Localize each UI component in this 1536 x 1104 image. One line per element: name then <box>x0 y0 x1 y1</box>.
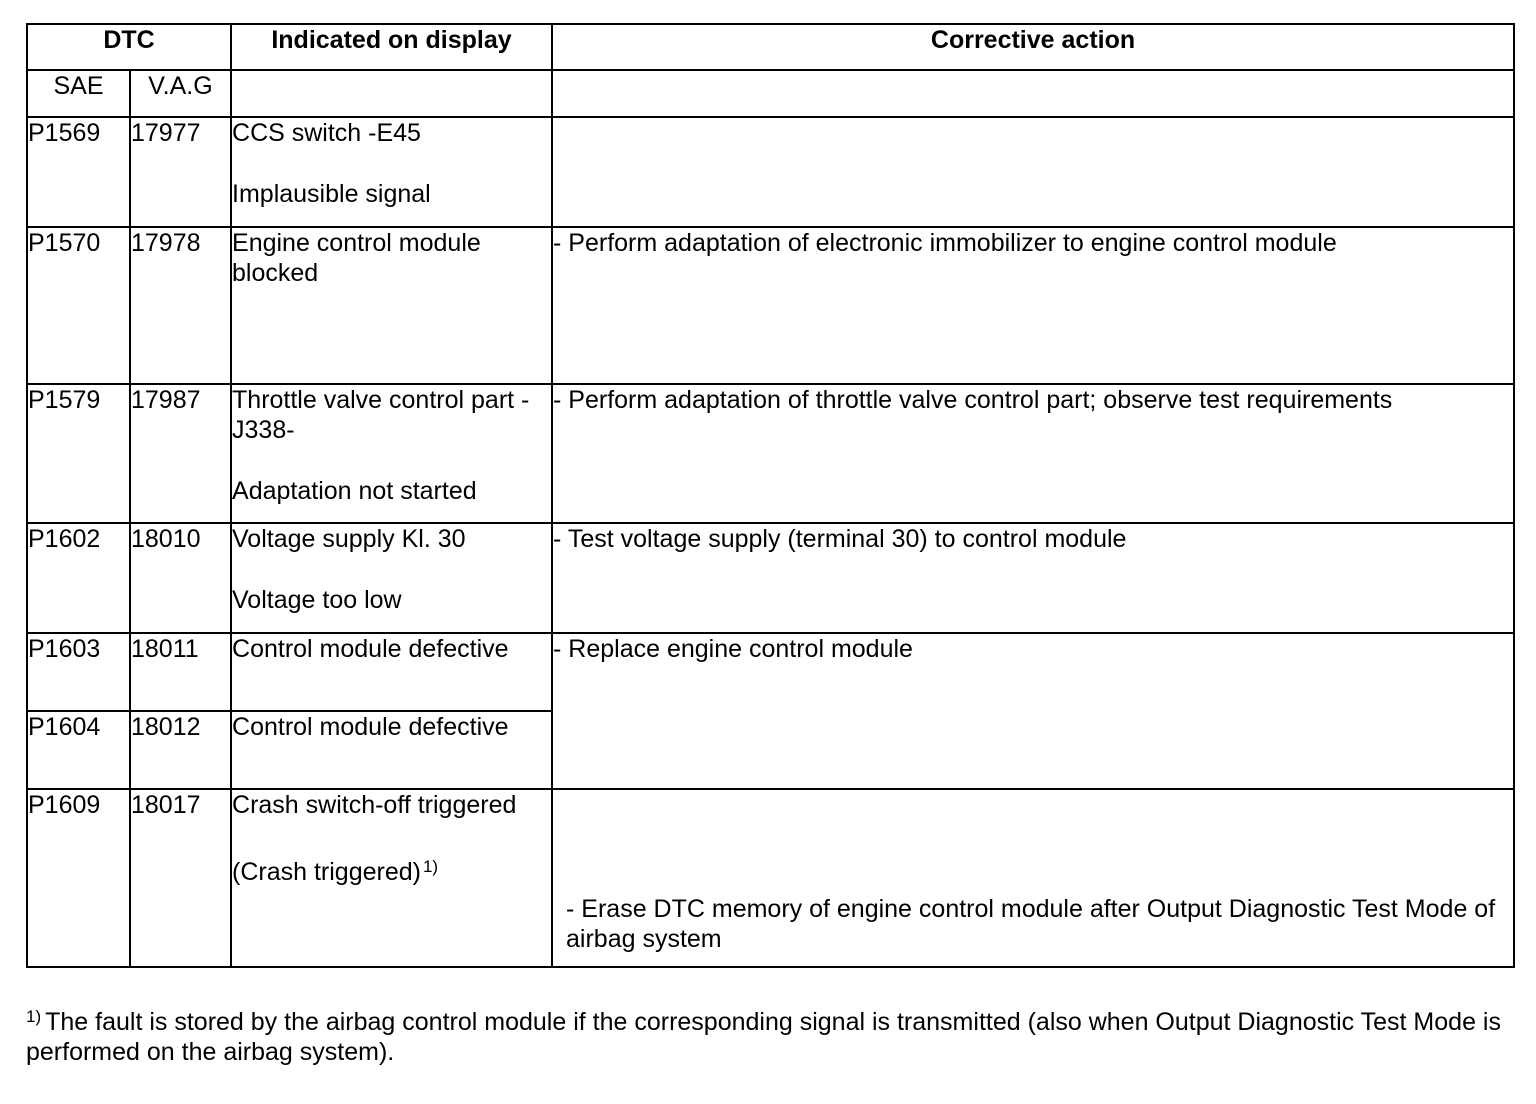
display-main: CCS switch -E45 <box>232 119 421 147</box>
vag-code: 17977 <box>130 117 231 227</box>
header-dtc: DTC <box>27 24 231 70</box>
vag-code: 18012 <box>130 711 231 789</box>
footnote-mark: 1) <box>26 1007 42 1026</box>
footnote-reference: 1) <box>422 857 439 876</box>
table-row <box>27 523 1514 633</box>
header-corrective-action: Corrective action <box>552 24 1514 70</box>
sae-code: P1609 <box>27 789 130 967</box>
header-sae: SAE <box>27 70 130 117</box>
dtc-table <box>26 23 1515 968</box>
display-sub: Voltage too low <box>232 586 402 614</box>
display-text <box>231 227 552 384</box>
vag-code: 18017 <box>130 789 231 967</box>
corrective-action: - Perform adaptation of electronic immobilizer to engine control module <box>552 227 1514 384</box>
vag-code: 17978 <box>130 227 231 384</box>
display-main: Control module defective <box>232 713 509 741</box>
sae-code: P1569 <box>27 117 130 227</box>
table-row <box>27 227 1514 384</box>
subheader-row <box>27 70 1514 117</box>
display-main: Engine control module blocked <box>232 229 481 287</box>
display-text <box>231 633 552 711</box>
table-row <box>27 789 1514 967</box>
footnote-text: The fault is stored by the airbag control module if the corresponding signal is transmitted (also when Output Diagnostic Test Mode is performed on the airbag system). <box>26 1008 1501 1066</box>
subheader-empty-action <box>552 70 1514 117</box>
display-sub: Implausible signal <box>232 180 431 208</box>
corrective-action: - Erase DTC memory of engine control module after Output Diagnostic Test Mode of airbag system <box>552 789 1514 967</box>
header-row <box>27 24 1514 70</box>
vag-code: 17987 <box>130 384 231 523</box>
corrective-action: - Perform adaptation of throttle valve control part; observe test requirements <box>552 384 1514 523</box>
sae-code: P1570 <box>27 227 130 384</box>
corrective-action <box>552 117 1514 227</box>
corrective-action: - Test voltage supply (terminal 30) to control module <box>552 523 1514 633</box>
sae-code: P1604 <box>27 711 130 789</box>
sae-code: P1579 <box>27 384 130 523</box>
display-text <box>231 711 552 789</box>
vag-code: 18011 <box>130 633 231 711</box>
footnote <box>26 1007 1521 1067</box>
sae-code: P1602 <box>27 523 130 633</box>
display-text <box>231 384 552 523</box>
table-row <box>27 633 1514 711</box>
display-main: Control module defective <box>232 635 509 663</box>
display-text <box>231 523 552 633</box>
vag-code: 18010 <box>130 523 231 633</box>
subheader-empty-display <box>231 70 552 117</box>
header-indicated-on-display: Indicated on display <box>231 24 552 70</box>
display-sub: Adaptation not started <box>232 477 477 505</box>
display-sub-line <box>232 857 551 887</box>
header-vag: V.A.G <box>130 70 231 117</box>
table-row <box>27 384 1514 523</box>
display-main: Crash switch-off triggered <box>232 791 517 819</box>
display-text <box>231 117 552 227</box>
sae-code: P1603 <box>27 633 130 711</box>
display-sub: (Crash triggered) <box>232 858 421 886</box>
display-main: Throttle valve control part -J338- <box>232 386 530 444</box>
display-main: Voltage supply Kl. 30 <box>232 525 466 553</box>
corrective-action: - Replace engine control module <box>552 633 1514 789</box>
display-text <box>231 789 552 967</box>
table-row <box>27 117 1514 227</box>
